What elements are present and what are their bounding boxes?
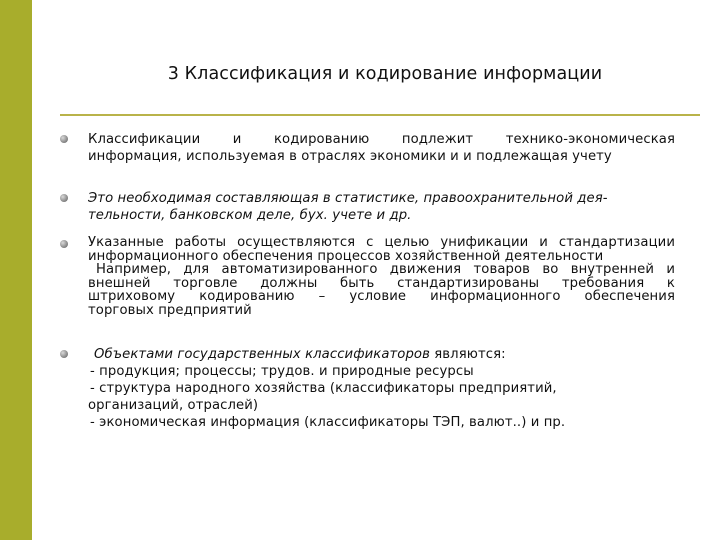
- bullet-item-2: [60, 190, 675, 224]
- bullet-4-line-4: - экономическая информация (классификаторы ТЭП, валют..) и пр.: [90, 415, 566, 430]
- bullet-3-line-5: штриховому кодированию – условие информационного обеспечения: [88, 289, 675, 304]
- bullet-4-intro: [88, 346, 675, 363]
- bullet-4-intro-italic: Объектами государственных классификаторов: [94, 347, 430, 362]
- bullet-4-line-3: организаций, отраслей): [88, 398, 259, 413]
- bullet-icon: [60, 135, 68, 143]
- bullet-2-line-2: тельности, банковском деле, бух. учете и др.: [88, 208, 412, 223]
- bullet-3-line-1: Указанные работы осуществляются с целью унификации и стандартизации: [88, 235, 675, 250]
- bullet-3-line-4: внешней торговле должны быть стандартизированы требования к: [88, 275, 675, 291]
- bullet-3-line-6: торговых предприятий: [88, 302, 252, 318]
- bullet-4-line-1: - продукция; процессы; трудов. и природные ресурсы: [90, 364, 474, 379]
- bullet-item-3: [60, 236, 675, 317]
- bullet-2-line-1: Это необходимая составляющая в статистике, правоохранительной дея-: [88, 191, 608, 206]
- bullet-3-line-3: Например, для автоматизированного движения товаров во внутренней и: [96, 262, 675, 277]
- bullet-1-line-1: Классификации и кодированию подлежит технико-экономическая: [88, 132, 675, 147]
- bullet-4-line-2: - структура народного хозяйства (классификаторы предприятий,: [90, 381, 557, 396]
- bullet-icon: [60, 194, 68, 202]
- bullet-4-intro-rest: являются:: [429, 347, 506, 362]
- title-divider: [60, 114, 700, 116]
- bullet-1-line-2: информация, используемая в отраслях экономики и и подлежащая учету: [88, 149, 612, 164]
- left-accent-bar: [0, 0, 32, 540]
- bullet-icon: [60, 240, 68, 248]
- bullet-item-4: [60, 346, 675, 431]
- bullet-icon: [60, 350, 68, 358]
- bullet-3-line-2: информационного обеспечения процессов хозяйственной деятельности: [88, 248, 604, 264]
- slide-title: 3 Классификация и кодирование информации: [167, 64, 603, 84]
- bullet-item-1: [60, 131, 675, 165]
